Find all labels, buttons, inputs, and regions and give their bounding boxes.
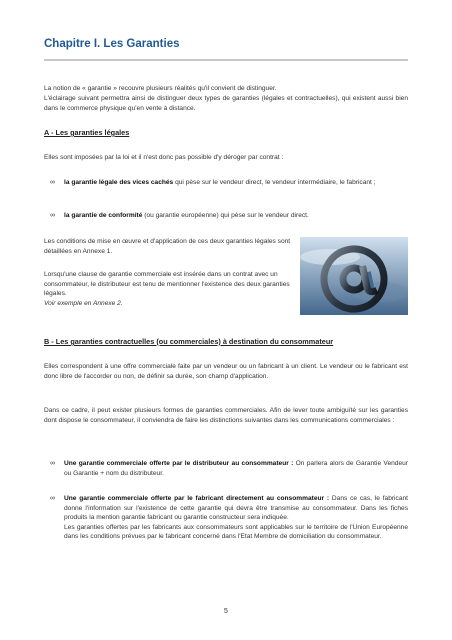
chapter-title: Chapitre I. Les Garanties [44, 38, 180, 50]
bullet-infinity-icon: ∞ [50, 460, 55, 467]
bullet-infinity-icon: ∞ [50, 179, 55, 186]
intro-line-1: La notion de « garantie » recouvre plusieurs réalités qu'il convient de distinguer. [44, 85, 277, 92]
section-a-para-1: Les conditions de mise en œuvre et d'application de ces deux garanties légales sont détaillées en Annexe 1. [44, 238, 291, 255]
section-a-heading: A - Les garanties légales [44, 128, 130, 137]
section-b-heading: B - Les garanties contractuelles (ou commerciales) à destination du consommateur [44, 337, 334, 346]
bullet-infinity-icon: ∞ [50, 495, 55, 502]
document-page: Chapitre I. Les Garanties La notion de « garantie » recouvre plusieurs réalités qu'il convient de distinguer. L'éclairage suivant permettra ainsi de distinguer deux types de garanties (légales et contractuelles), qui existent aussi bien dans le commerce physique qu'en vente à distance. A - Les garanties légales Elles sont imposées par la loi et il n'est donc pas possible d'y déroger par contrat : ∞ la garantie légale des vices cachés qui pèse sur le vendeur direct, le vendeur intermédiaire, le fabricant ; ∞ la garantie de conformité (ou garantie européenne) qui pèse sur le vendeur direct. Les conditions de mise en œuvre et d'application de ces deux garanties légales sont détaillées en Annexe 1. Lorsqu'une clause de garantie commerciale est insérée dans un contrat avec un consommateur, le distributeur est tenu de mentionner l'existence des deux garanties légales. Voir exemple en Annexe 2. B - Les garanties contractuelles (ou commerciales) à destination du consommateur Elles correspondent à une offre commerciale faite par un vendeur ou un fabricant à un client. Le vendeur ou le fabricant est donc libre de l'accorder ou non, de définir sa durée, son champ d'application. Dans ce cadre, il peut exister plusieurs formes de garanties commerciales. Afin de lever toute ambiguïté sur les garanties dont dispose le consommateur, il conviendra de faire les distinctions suivantes dans les communications commerciales : ∞ Une garantie commerciale offerte par le distributeur au consommateur : On parlera alors de Garantie Vendeur ou Garantie + nom du distributeur. ∞ Une garantie commerciale offerte par le fabricant directement au consommateur : Dans ce cas, le fabricant donne l'information sur l'existence de cette garantie qui devra être transmise au consommateur. Dans les fiches produits la mention garantie fabricant ou garantie constructeur sera indiquée. Les garanties offertes par les fabricants aux consommateurs sont applicables sur le territoire de l'Union Européenne dans les conditions prévues par le fabricant concerné dans l'Etat Membre de domiciliation du consommateur. 5 [0, 0, 452, 640]
section-a-lead: Elles sont imposées par la loi et il n'est donc pas possible d'y déroger par contrat : [44, 154, 284, 161]
page-number: 5 [224, 608, 228, 615]
at-sign-icon [300, 237, 408, 315]
bullet-infinity-icon: ∞ [50, 212, 55, 219]
section-b-para-2: Dans ce cadre, il peut exister plusieurs formes de garanties commerciales. Afin de lever toute ambiguïté sur les garanties dont dispose le consommateur, il conviendra de faire les distinctions suivantes dans les communications commerciales : [44, 407, 408, 424]
at-sign-photo [300, 237, 408, 315]
intro-line-2: L'éclairage suivant permettra ainsi de distinguer deux types de garanties (légales et contractuelles), qui existent aussi bien dans le commerce physique qu'en vente à distance. [44, 95, 408, 112]
section-b-para-1: Elles correspondent à une offre commerciale faite par un vendeur ou un fabricant à un client. Le vendeur ou le fabricant est donc libre de l'accorder ou non, de définir sa durée, son champ d'application. [44, 363, 408, 380]
section-a-para-2: Lorsqu'une clause de garantie commerciale est insérée dans un contrat avec un consommateur, le distributeur est tenu de mentionner l'existence des deux garanties légales. Voir exemple en Annexe 2. [44, 271, 290, 307]
section-b-bullet-2-extra: Les garanties offertes par les fabricants aux consommateurs sont applicables sur le territoire de l'Union Européenne dans les conditions prévues par le fabricant concerné dans l'Etat Membre de domiciliation du consommateur. [64, 523, 408, 541]
title-divider [44, 59, 408, 61]
